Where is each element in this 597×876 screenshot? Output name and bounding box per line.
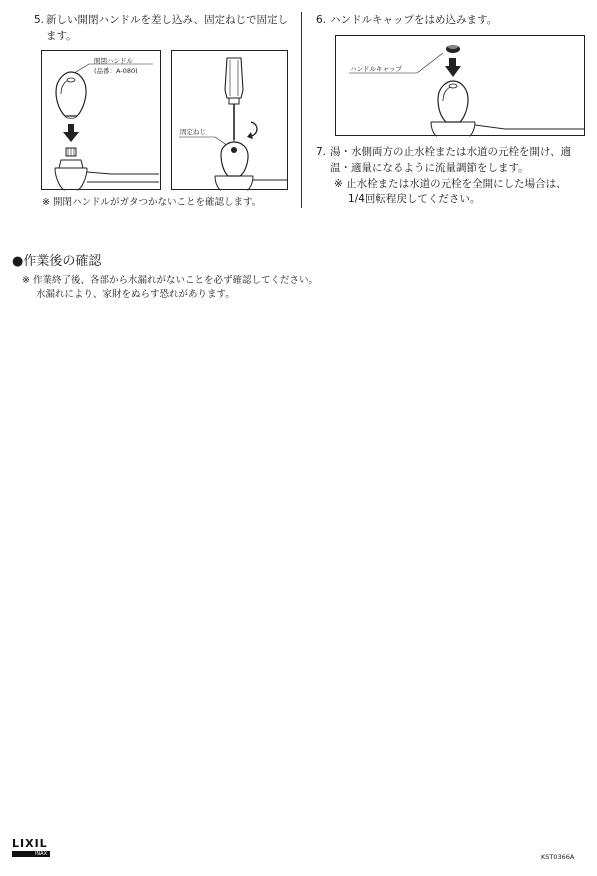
step5-text-line1: 新しい開閉ハンドルを差し込み、固定ねじで固定し [46, 14, 289, 26]
handle-illustration [41, 50, 161, 190]
step6-text: ハンドルキャップをはめ込みます。 [330, 14, 498, 26]
step7-text-line1: 湯・水側両方の止水栓または水道の元栓を開け、適 [330, 146, 572, 158]
step5-number: 5. [34, 14, 45, 26]
lixil-wordmark: LIXIL [12, 837, 48, 850]
step7-number: 7. [316, 146, 327, 158]
label-cap: ハンドルキャップ [350, 65, 402, 73]
step6-number: 6. [316, 14, 327, 26]
label-partno: (品番：A-080) [94, 67, 138, 75]
label-screw: 固定ねじ [180, 128, 206, 136]
bullet-mark: ● [12, 254, 24, 269]
after-check-line1: ※ 作業終了後、各部から水漏れがないことを必ず確認してください。 [22, 275, 318, 286]
inax-badge: INAX [12, 851, 50, 857]
column-divider [301, 12, 302, 208]
label-handle: 開閉ハンドル [94, 57, 133, 65]
document-code: KST0366A [541, 853, 575, 861]
cap-illustration [335, 35, 585, 136]
step7-note-line1: ※ 止水栓または水道の元栓を全開にした場合は、 [334, 178, 567, 190]
step5-text-line2: ます。 [46, 30, 77, 42]
step5-note: ※ 開閉ハンドルがガタつかないことを確認します。 [42, 197, 262, 208]
after-check-heading [12, 254, 101, 270]
step5-figure-handle [41, 50, 161, 190]
step6-figure-cap [335, 35, 585, 136]
step7-note-line2: 1/4回転程戻してください。 [348, 193, 481, 205]
step7-text-line2: 温・適量になるように流量調節をします。 [330, 162, 529, 174]
after-check-line2: 水漏れにより、家財をぬらす恐れがあります。 [36, 289, 235, 300]
after-check-title: 作業後の確認 [23, 254, 102, 269]
screwdriver-illustration [171, 50, 288, 190]
lixil-logo [12, 838, 50, 857]
step5-figure-screw [171, 50, 288, 190]
